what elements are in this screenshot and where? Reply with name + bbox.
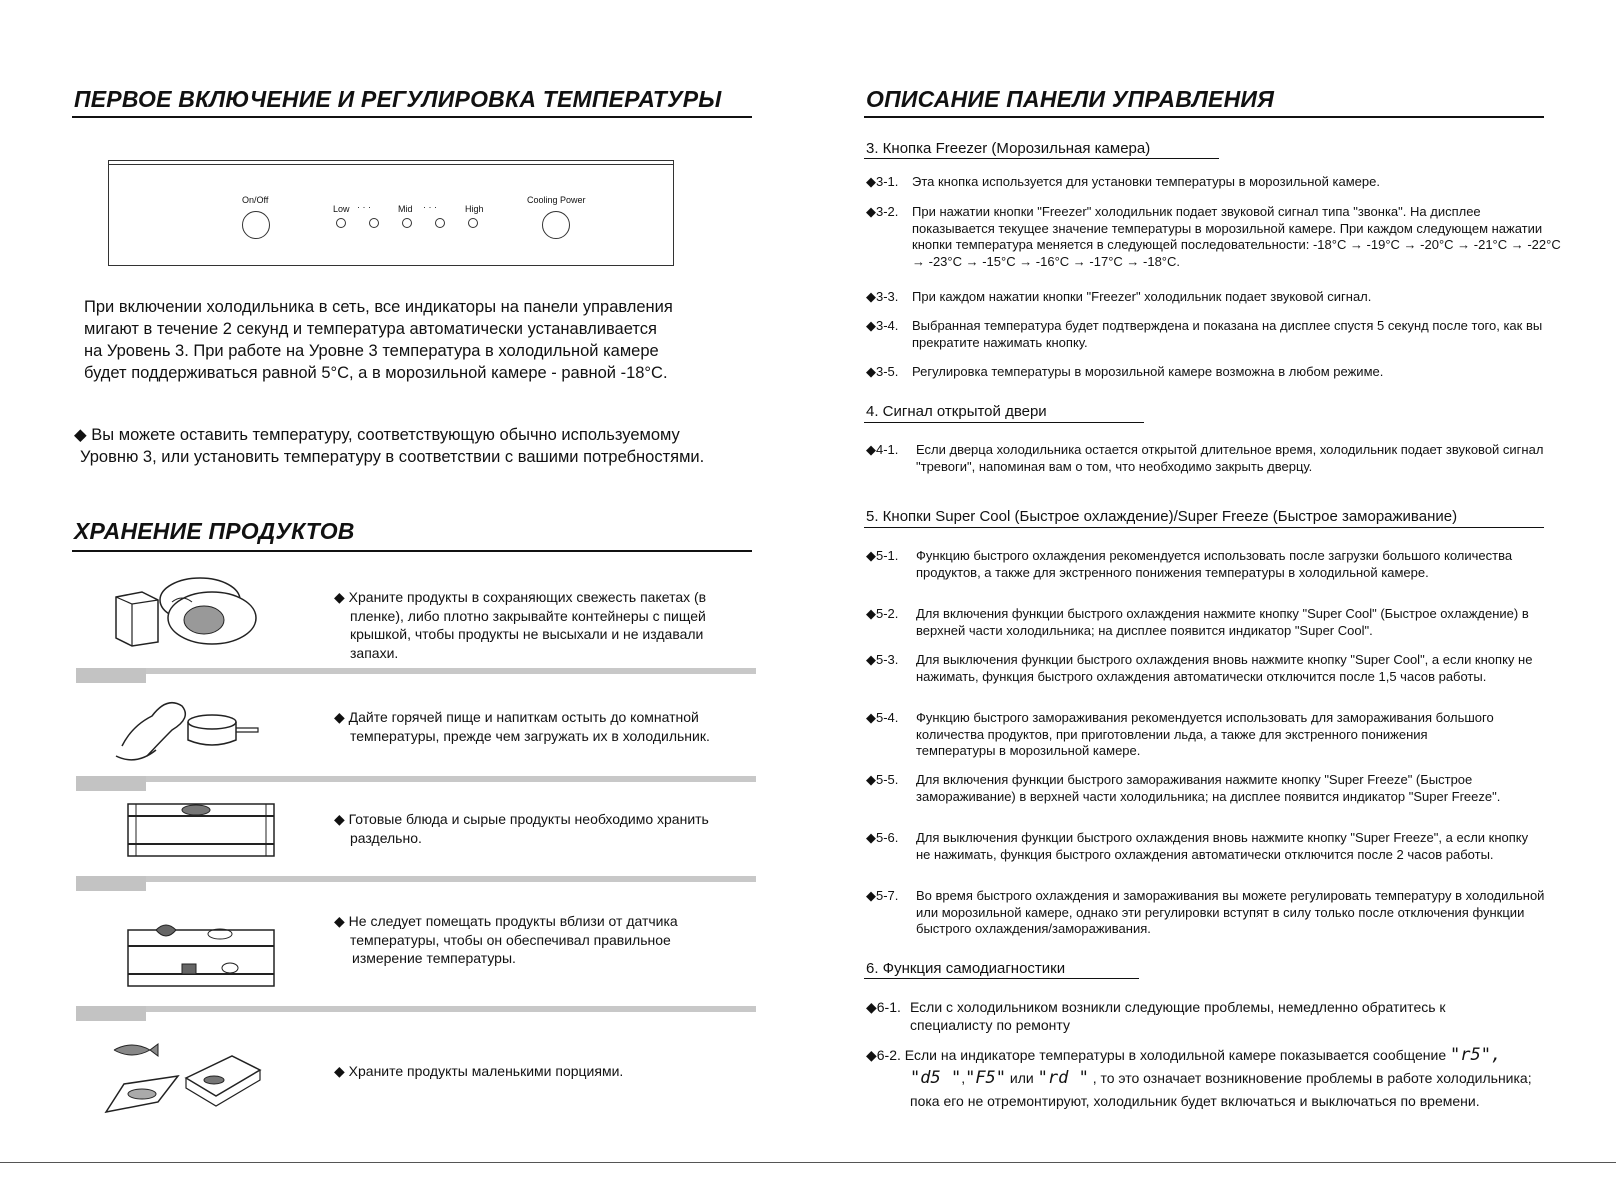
panel-cooling-power-label: Cooling Power (527, 195, 586, 205)
item-3-4 (866, 318, 1556, 351)
tip-line: температуры, прежде чем загружать их в холодильник. (350, 727, 710, 744)
panel-low-label: Low (333, 204, 350, 214)
panel-onoff-button (242, 211, 270, 239)
storage-tip-2 (334, 708, 764, 745)
item-number: ◆5-4. (866, 710, 899, 725)
panel-top-edge (109, 164, 673, 165)
sensor-shelves-illustration (126, 920, 276, 990)
item-number: ◆6-2. (866, 1047, 901, 1063)
section-6-heading: 6. Функция самодиагностики (866, 960, 1066, 977)
item-number: ◆5-1. (866, 548, 899, 563)
title-first-start-underline (72, 116, 752, 118)
panel-dots-1: · · · (357, 202, 371, 212)
item-6-1 (866, 998, 1566, 1034)
section-3-heading: 3. Кнопка Freezer (Морозильная камера) (866, 140, 1151, 157)
title-control-panel: ОПИСАНИЕ ПАНЕЛИ УПРАВЛЕНИЯ (866, 86, 1275, 112)
small-portions-illustration (102, 1036, 272, 1116)
storage-separator (76, 776, 756, 782)
panel-level-indicator-3 (402, 218, 412, 228)
paragraph-line: будет поддерживаться равной 5°C, а в морозильной камере - равной -18°C. (84, 364, 668, 382)
storage-tip-4 (334, 912, 764, 968)
section-4-heading: 4. Сигнал открытой двери (866, 403, 1047, 420)
panel-level-indicator-5 (468, 218, 478, 228)
item-number: ◆3-2. (866, 204, 899, 219)
item-number: ◆5-7. (866, 888, 899, 903)
title-first-start: ПЕРВОЕ ВКЛЮЧЕНИЕ И РЕГУЛИРОВКА ТЕМПЕРАТУРЫ (74, 86, 722, 112)
tip-line: пленке), либо плотно закрывайте контейнеры с пищей (350, 607, 706, 624)
item-number: ◆3-1. (866, 174, 899, 189)
storage-separator (76, 668, 756, 674)
item-number: ◆5-2. (866, 606, 899, 621)
section-6-underline (864, 978, 1139, 979)
panel-onoff-label: On/Off (242, 195, 269, 205)
panel-dots-2: · · · (423, 202, 437, 212)
tip-line: ◆ Храните продукты маленькими порциями. (334, 1063, 624, 1079)
item-text: Регулировка температуры в морозильной камере возможна в любом режиме. (912, 364, 1384, 379)
section-5-heading: 5. Кнопки Super Cool (Быстрое охлаждение)/Super Freeze (Быстрое замораживание) (866, 508, 1458, 525)
shelves-illustration (126, 800, 276, 860)
item-5-7 (866, 888, 1546, 938)
item-3-3 (866, 289, 1566, 306)
food-container-illustration (112, 572, 262, 652)
note-line: ◆ Вы можете оставить температуру, соответствующую обычно используемому (74, 426, 680, 444)
item-text: Для выключения функции быстрого охлаждения вновь нажмите кнопку "Super Freeze", а если кнопку не нажимать, функция быстрого охлаждения автоматически отключится после 2 часов работы. (916, 830, 1529, 862)
item-text: Для включения функции быстрого замораживания нажмите кнопку "Super Freeze" (Быстрое замораживание) в верхней части холодильника; на дисплее появится индикатор "Super Freeze". (916, 772, 1501, 804)
error-code-rd: "rd " (1037, 1068, 1089, 1088)
tip-line: запахи. (350, 644, 399, 661)
item-number: ◆5-6. (866, 830, 899, 845)
item-5-2 (866, 606, 1556, 639)
item-text: Функцию быстрого охлаждения рекомендуется использовать после загрузки большого количества продуктов, а также для экстренного понижения температуры в холодильной камере. (916, 548, 1513, 580)
item-4-1 (866, 442, 1546, 475)
panel-level-indicator-2 (369, 218, 379, 228)
storage-tip-3 (334, 810, 764, 847)
item-number: ◆4-1. (866, 442, 899, 457)
tip-line: ◆ Храните продукты в сохраняющих свежесть пакетах (в (334, 589, 707, 605)
paragraph-line: При включении холодильника в сеть, все индикаторы на панели управления (84, 298, 673, 316)
item-text: Выбранная температура будет подтверждена и показана на дисплее спустя 5 секунд после того, как вы прекратите нажимать кнопку. (912, 318, 1543, 350)
item-number: ◆5-5. (866, 772, 899, 787)
item-text: , то это означает возникновение проблемы в работе холодильника; (1092, 1070, 1532, 1086)
title-food-storage: ХРАНЕНИЕ ПРОДУКТОВ (74, 518, 355, 544)
panel-level-indicator-4 (435, 218, 445, 228)
tip-line: ◆ Не следует помещать продукты вблизи от датчика (334, 913, 678, 929)
storage-separator (76, 876, 756, 882)
item-number: ◆5-3. (866, 652, 899, 667)
item-5-5 (866, 772, 1546, 805)
error-code-r5: "r5", (1450, 1045, 1502, 1065)
item-5-1 (866, 548, 1536, 581)
item-number: ◆3-5. (866, 364, 899, 379)
item-3-2 (866, 204, 1566, 270)
note-line: Уровню 3, или установить температуру в соответствии с вашими потребностями. (80, 448, 705, 466)
first-start-paragraph (84, 296, 774, 384)
panel-mid-label: Mid (398, 204, 413, 214)
item-number: ◆3-3. (866, 289, 899, 304)
tip-line: измерение температуры. (352, 950, 516, 966)
code-or: или (1009, 1070, 1034, 1086)
panel-cooling-power-button (542, 211, 570, 239)
section-3-underline (864, 158, 1219, 159)
error-code-d5: "d5 " (910, 1068, 962, 1088)
item-5-6 (866, 830, 1546, 863)
item-3-1 (866, 174, 1566, 191)
code-separator: , (961, 1070, 966, 1086)
tip-line: крышкой, чтобы продукты не высыхали и не издавали (350, 626, 704, 642)
item-text: специалисту по ремонту (910, 1017, 1070, 1033)
control-panel-illustration (108, 160, 674, 266)
item-text: Если дверца холодильника остается открытой длительное время, холодильник подает звуковой сигнал "тревоги", напоминая вам о том, что необходимо закрыть дверцу. (916, 442, 1544, 474)
panel-high-label: High (465, 204, 484, 214)
item-3-5 (866, 364, 1566, 381)
item-text: Во время быстрого охлаждения и замораживания вы можете регулировать температуру в холодильной или морозильной камере, однако эти регулировки вступят в силу только после отключения функции быстрого охлаждения/замораживания. (916, 888, 1545, 936)
storage-tip-1 (334, 588, 764, 662)
section-4-underline (864, 422, 1144, 423)
title-food-storage-underline (72, 550, 752, 552)
item-6-2 (866, 1044, 1566, 1113)
item-text: Для включения функции быстрого охлаждения нажмите кнопку "Super Cool" (Быстрое охлаждение) в верхней части холодильника; на дисплее появится индикатор "Super Cool". (916, 606, 1529, 638)
item-text: пока его не отремонтируют, холодильник будет включаться и выключаться по времени. (910, 1093, 1480, 1109)
tip-line: температуры, чтобы он обеспечивал правильное (350, 931, 671, 948)
page-bottom-line (0, 1162, 1616, 1163)
item-text: Если с холодильником возникли следующие проблемы, немедленно обратитесь к (910, 999, 1446, 1015)
item-text: При нажатии кнопки "Freezer" холодильник подает звуковой сигнал типа "звонка". На дисплее показывается текущее значение температуры в морозильной камере. При каждом следующем нажатии кнопки температура меняется в следующей последовательности: -18°C → -19°C → -20°C → -21°C → -22°C → -23°C → -15°C → -16°C → -17°C → -18°C. (912, 204, 1561, 269)
item-5-3 (866, 652, 1556, 685)
error-code-f5: "F5" (965, 1068, 1007, 1088)
item-text: Функцию быстрого замораживания рекомендуется использовать для замораживания большого количества продуктов, при приготовлении льда, а также для экстренного понижения температуры в морозильной камере. (916, 710, 1494, 758)
title-control-panel-underline (864, 116, 1544, 118)
level-note (74, 424, 774, 468)
item-text: При каждом нажатии кнопки "Freezer" холодильник подает звуковой сигнал. (912, 289, 1372, 304)
item-5-4 (866, 710, 1506, 760)
tip-line: ◆ Дайте горячей пище и напиткам остыть до комнатной (334, 709, 699, 725)
tip-line: ◆ Готовые блюда и сырые продукты необходимо хранить (334, 811, 709, 827)
hot-food-illustration (112, 686, 262, 766)
panel-level-indicator-1 (336, 218, 346, 228)
section-5-underline (864, 527, 1544, 528)
item-text: Для выключения функции быстрого охлаждения вновь нажмите кнопку "Super Cool", а если кнопку не нажимать, функция быстрого охлаждения автоматически отключится после 1,5 часов работы. (916, 652, 1533, 684)
storage-tip-5 (334, 1062, 764, 1081)
item-text: Эта кнопка используется для установки температуры в морозильной камере. (912, 174, 1380, 189)
item-text: Если на индикаторе температуры в холодильной камере показывается сообщение (904, 1047, 1447, 1063)
paragraph-line: мигают в течение 2 секунд и температура автоматически устанавливается (84, 320, 657, 338)
tip-line: раздельно. (350, 829, 422, 846)
paragraph-line: на Уровень 3. При работе на Уровне 3 температура в холодильной камере (84, 342, 659, 360)
item-number: ◆6-1. (866, 999, 901, 1015)
item-number: ◆3-4. (866, 318, 899, 333)
storage-separator (76, 1006, 756, 1012)
